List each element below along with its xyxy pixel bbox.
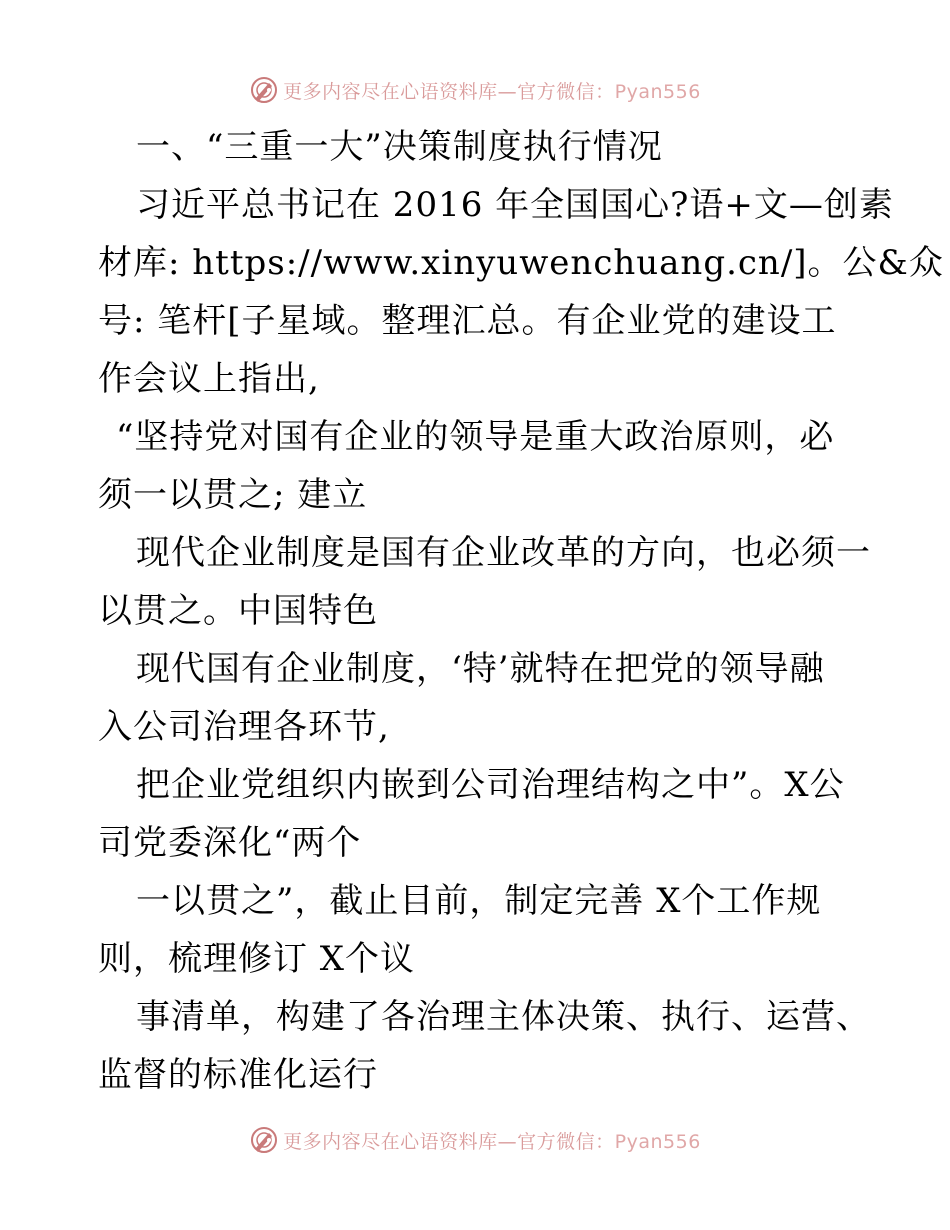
section-heading: 一、“三重一大”决策制度执行情况: [136, 127, 663, 167]
header-watermark: [0, 72, 950, 108]
watermark-label: 更多内容尽在心语资料库—官方微信：: [283, 1130, 615, 1153]
watermark-wechat-id: Pyan556: [614, 1130, 701, 1153]
watermark-text: [283, 77, 701, 104]
footer-watermark: [0, 1122, 950, 1158]
paragraph-line: 司党委深化“两个: [98, 823, 362, 863]
paragraph-line: 材库: https://www.xinyuwenchuang.cn/]。公&众: [98, 243, 944, 283]
document-body: [98, 118, 944, 1104]
paragraph-line: 把企业党组织内嵌到公司治理结构之中”。X公: [136, 765, 845, 805]
paragraph-line: 现代企业制度是国有企业改革的方向，也必须一: [136, 533, 871, 573]
paragraph-line: 入公司治理各环节,: [98, 707, 390, 747]
paragraph-line: 作会议上指出,: [98, 359, 320, 399]
paragraph-line: 事清单，构建了各治理主体决策、执行、运营、: [136, 997, 871, 1037]
paragraph-line: 习近平总书记在 2016 年全国国心?语+文—创素: [136, 185, 894, 225]
paragraph-line: 一以贯之”，截止目前，制定完善 X个工作规: [136, 881, 822, 921]
paragraph-line: 号: 笔杆[子星域。整理汇总。有企业党的建设工: [98, 301, 837, 341]
watermark-text: [283, 1127, 701, 1154]
paragraph-line: “坚持党对国有企业的领导是重大政治原则，必: [116, 417, 835, 457]
paragraph-line: 以贯之。中国特色: [98, 591, 378, 631]
paragraph-line: 须一以贯之; 建立: [98, 475, 368, 515]
paragraph-line: 现代国有企业制度，‘特’就特在把党的领导融: [136, 649, 825, 689]
watermark-label: 更多内容尽在心语资料库—官方微信：: [283, 80, 615, 103]
paragraph-line: 监督的标准化运行: [98, 1055, 378, 1095]
watermark-wechat-id: Pyan556: [614, 80, 701, 103]
pen-logo-icon: [249, 1125, 279, 1155]
pen-logo-icon: [249, 75, 279, 105]
paragraph-line: 则，梳理修订 X个议: [98, 939, 416, 979]
